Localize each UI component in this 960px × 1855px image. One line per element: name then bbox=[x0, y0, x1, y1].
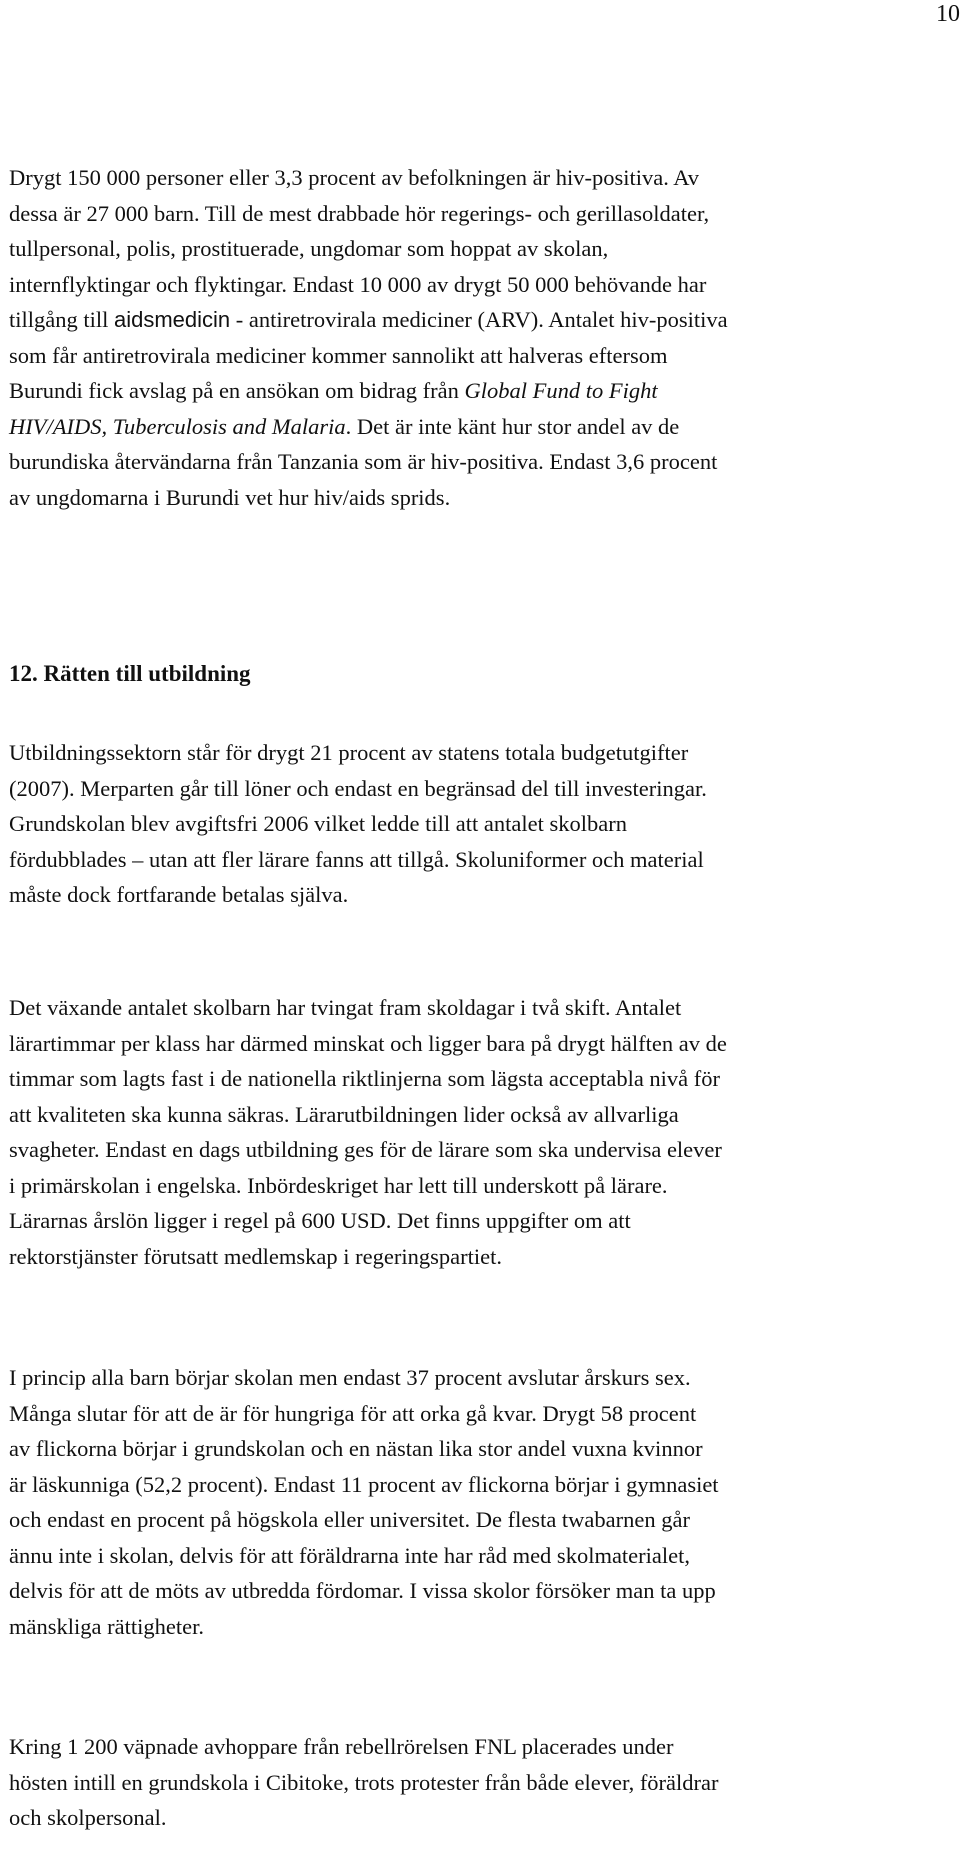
hiv-paragraph bbox=[9, 160, 960, 515]
text-line: och skolpersonal. bbox=[9, 1805, 167, 1830]
text-line: lärartimmar per klass har därmed minskat och ligger bara på drygt hälften av de bbox=[9, 1030, 727, 1056]
text-line: Kring 1 200 väpnade avhoppare från rebellrörelsen FNL placerades under bbox=[9, 1734, 674, 1759]
text-line bbox=[9, 302, 960, 338]
page-number: 10 bbox=[936, 1, 960, 27]
text-line: tullpersonal, polis, prostituerade, ungdomar som hoppat av skolan, bbox=[9, 236, 609, 261]
education-budget-paragraph bbox=[9, 735, 960, 913]
text-line: måste dock fortfarande betalas själva. bbox=[9, 882, 349, 907]
text-line: Drygt 150 000 personer eller 3,3 procent av befolkningen är hiv-positiva. Av bbox=[9, 165, 700, 190]
school-shifts-paragraph bbox=[9, 990, 960, 1274]
text-line: är läskunniga (52,2 procent). Endast 11 procent av flickorna börjar i gymnasiet bbox=[9, 1471, 719, 1497]
text-line: rektorstjänster förutsatt medlemskap i regeringspartiet. bbox=[9, 1243, 502, 1269]
text-line: att kvaliteten ska kunna säkras. Lärarutbildningen lider också av allvarliga bbox=[9, 1101, 679, 1127]
fnl-paragraph bbox=[9, 1729, 960, 1836]
text-line: timmar som lagts fast i de nationella riktlinjerna som lägsta acceptabla nivå för bbox=[9, 1066, 721, 1091]
text-line: Utbildningssektorn står för drygt 21 procent av statens totala budgetutgifter bbox=[9, 740, 689, 765]
text-line: svagheter. Endast en dags utbildning ges för de lärare som ska undervisa elever bbox=[9, 1137, 722, 1162]
global-fund-name-cont: HIV/AIDS, Tuberculosis and Malaria bbox=[9, 413, 346, 439]
text-line: burundiska återvändarna från Tanzania som är hiv-positiva. Endast 3,6 procent bbox=[9, 449, 718, 474]
text-line bbox=[9, 373, 960, 409]
text-line: internflyktingar och flyktingar. Endast 10 000 av drygt 50 000 behövande har bbox=[9, 271, 707, 297]
text-line: Grundskolan blev avgiftsfri 2006 vilket ledde till att antalet skolbarn bbox=[9, 811, 627, 836]
text-line: av flickorna börjar i grundskolan och en nästan lika stor andel vuxna kvinnor bbox=[9, 1436, 703, 1461]
global-fund-name: Global Fund to Fight bbox=[464, 378, 658, 403]
text-line: och endast en procent på högskola eller universitet. De flesta twabarnen går bbox=[9, 1507, 690, 1532]
text-line: i primärskolan i engelska. Inbördeskriget har lett till underskott på lärare. bbox=[9, 1172, 668, 1198]
text-run: - antiretrovirala mediciner (ARV). Antalet hiv-positiva bbox=[230, 307, 728, 332]
text-line: delvis för att de möts av utbredda fördomar. I vissa skolor försöker man ta upp bbox=[9, 1578, 716, 1603]
text-run: Burundi fick avslag på en ansökan om bidrag från bbox=[9, 378, 465, 403]
text-line: mänskliga rättigheter. bbox=[9, 1613, 204, 1639]
text-line: ännu inte i skolan, delvis för att föräldrarna inte har råd med skolmaterialet, bbox=[9, 1542, 691, 1568]
school-completion-paragraph bbox=[9, 1360, 960, 1644]
text-line: Många slutar för att de är för hungriga för att orka gå kvar. Drygt 58 procent bbox=[9, 1400, 697, 1426]
text-line: som får antiretrovirala mediciner kommer sannolikt att halveras eftersom bbox=[9, 342, 668, 368]
text-run: tillgång till bbox=[9, 307, 114, 332]
section-heading: 12. Rätten till utbildning bbox=[9, 661, 251, 686]
text-run: . Det är inte känt hur stor andel av de bbox=[345, 413, 680, 439]
text-line: hösten intill en grundskola i Cibitoke, trots protester från både elever, föräldrar bbox=[9, 1769, 719, 1795]
text-line: Lärarnas årslön ligger i regel på 600 USD. Det finns uppgifter om att bbox=[9, 1208, 631, 1233]
aidsmedicin-term: aidsmedicin bbox=[114, 307, 231, 332]
text-line: dessa är 27 000 barn. Till de mest drabbade hör regerings- och gerillasoldater, bbox=[9, 200, 710, 226]
text-line bbox=[9, 409, 960, 445]
text-line: Det växande antalet skolbarn har tvingat fram skoldagar i två skift. Antalet bbox=[9, 995, 682, 1020]
text-line: av ungdomarna i Burundi vet hur hiv/aids sprids. bbox=[9, 484, 451, 510]
text-line: I princip alla barn börjar skolan men endast 37 procent avslutar årskurs sex. bbox=[9, 1365, 691, 1390]
text-line: fördubblades – utan att fler lärare fanns att tillgå. Skoluniformer och material bbox=[9, 846, 704, 872]
text-line: (2007). Merparten går till löner och endast en begränsad del till investeringar. bbox=[9, 775, 707, 801]
